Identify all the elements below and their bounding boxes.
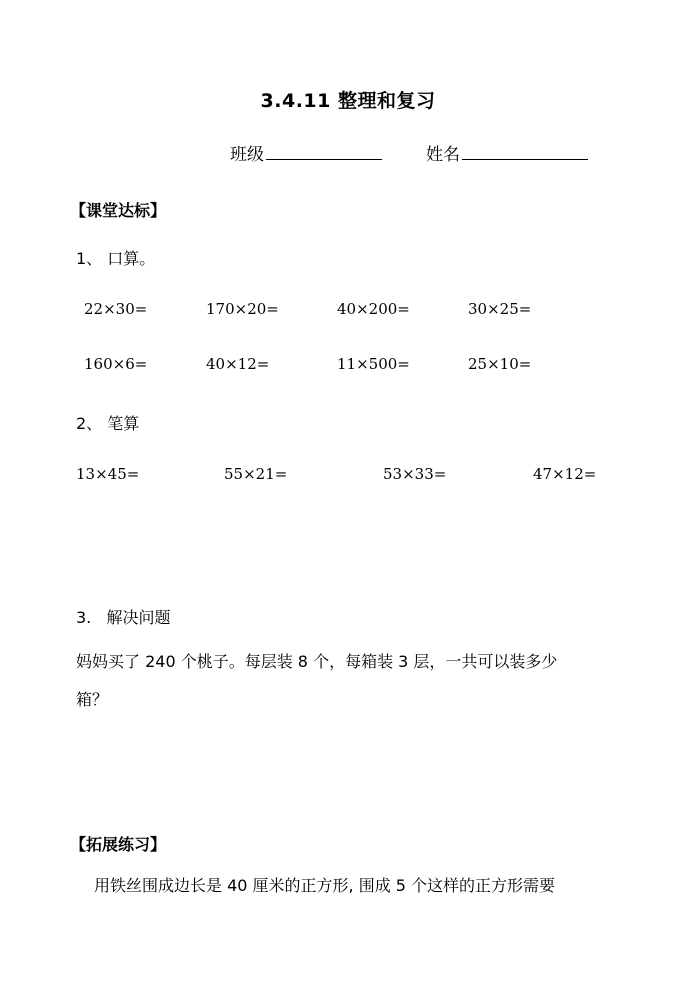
written-calc-item: 13×45= (76, 465, 140, 483)
oral-calc-item: 40×12= (206, 355, 270, 373)
extension-problem-line-1: 用铁丝围成边长是 40 厘米的正方形, 围成 5 个这样的正方形需要 (94, 876, 556, 895)
written-calc-item: 55×21= (224, 465, 288, 483)
section-heading-classwork: 【课堂达标】 (70, 201, 167, 220)
oral-calc-item: 170×20= (206, 300, 279, 318)
name-label: 姓名 (426, 145, 460, 165)
question-3-label: 3. 解决问题 (76, 608, 171, 627)
written-calc-item: 47×12= (533, 465, 597, 483)
oral-calc-item: 25×10= (468, 355, 532, 373)
name-blank-line (462, 141, 588, 160)
class-blank-line (266, 141, 382, 160)
oral-calc-item: 11×500= (337, 355, 410, 373)
page-title: 3.4.11 整理和复习 (260, 90, 436, 112)
oral-calc-item: 40×200= (337, 300, 410, 318)
class-field (230, 140, 382, 165)
name-field (426, 140, 588, 165)
oral-calc-item: 160×6= (84, 355, 148, 373)
word-problem-line-1: 妈妈买了 240 个桃子。每层装 8 个，每箱装 3 层，一共可以装多少 (76, 652, 558, 671)
oral-calc-item: 22×30= (84, 300, 148, 318)
class-label: 班级 (230, 145, 264, 165)
word-problem-line-2: 箱？ (76, 690, 109, 709)
written-calc-item: 53×33= (383, 465, 447, 483)
question-1-label: 1、 口算。 (76, 249, 156, 268)
question-2-label: 2、 笔算 (76, 414, 140, 433)
oral-calc-item: 30×25= (468, 300, 532, 318)
section-heading-extension: 【拓展练习】 (70, 835, 167, 854)
